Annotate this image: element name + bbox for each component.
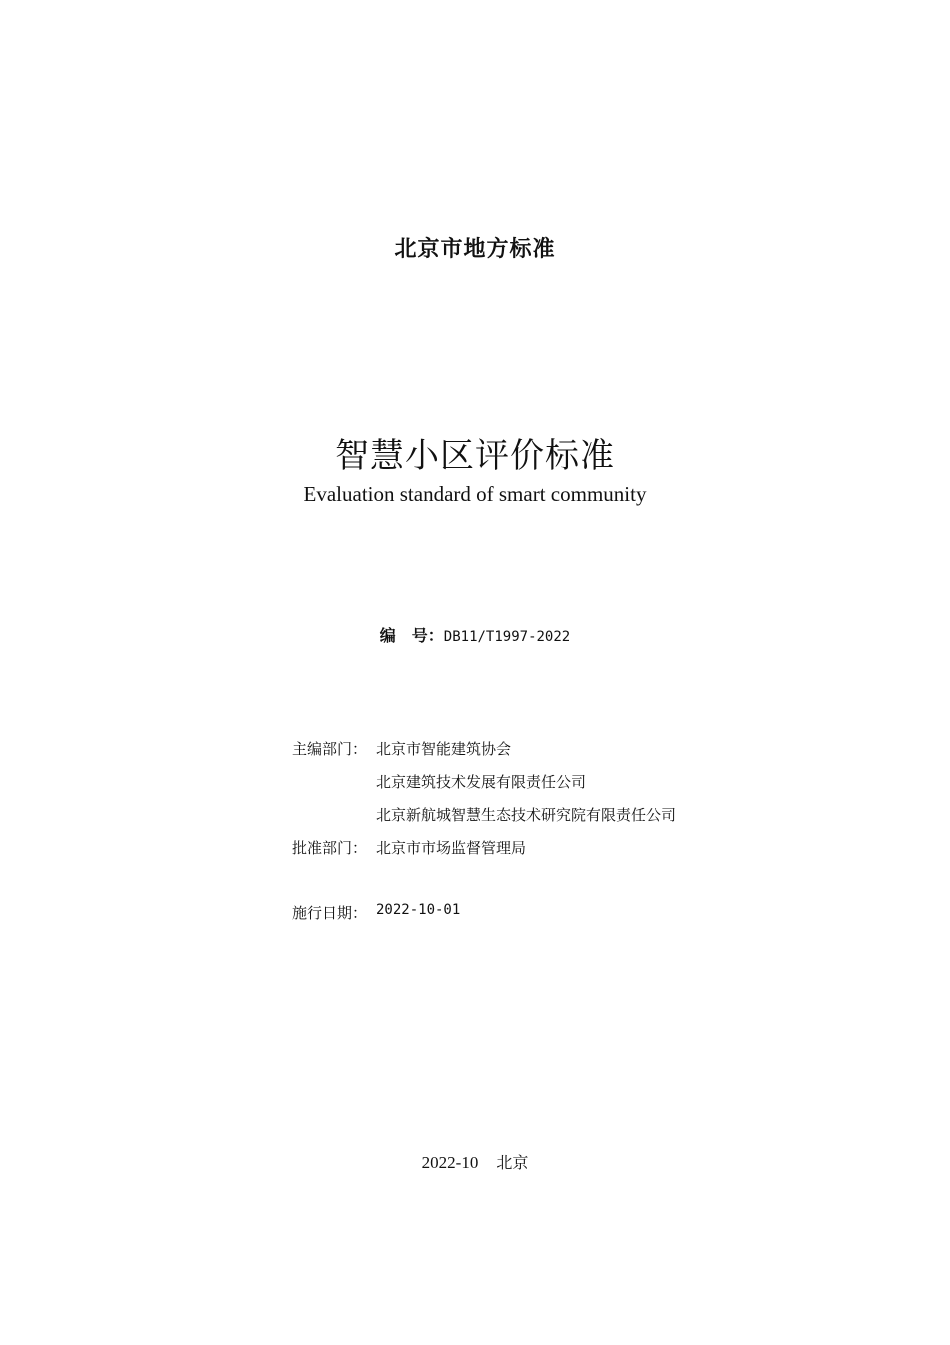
approver-org: 北京市市场监督管理局 xyxy=(376,839,527,857)
standard-code-label: 编 号： xyxy=(379,626,444,645)
publication-footer xyxy=(0,1150,950,1173)
approver-label: 批准部门： xyxy=(292,839,368,857)
editor-org-1: 北京市智能建筑协会 xyxy=(376,740,512,758)
editors-label: 主编部门： xyxy=(292,740,368,758)
publication-date: 2022-10 xyxy=(421,1153,479,1172)
editor-org-2: 北京建筑技术发展有限责任公司 xyxy=(376,773,587,791)
editor-org-3: 北京新航城智慧生态技术研究院有限责任公司 xyxy=(376,806,677,824)
effective-date-label: 施行日期： xyxy=(292,904,368,922)
standard-code-value: DB11/T1997-2022 xyxy=(443,629,571,645)
issuer-heading: 北京市地方标准 xyxy=(394,237,556,262)
document-title-en: Evaluation standard of smart community xyxy=(303,482,647,506)
standard-code-line xyxy=(0,623,950,646)
publication-place: 北京 xyxy=(496,1153,529,1172)
effective-date-value: 2022-10-01 xyxy=(376,902,461,918)
document-title-cn: 智慧小区评价标准 xyxy=(335,436,615,476)
